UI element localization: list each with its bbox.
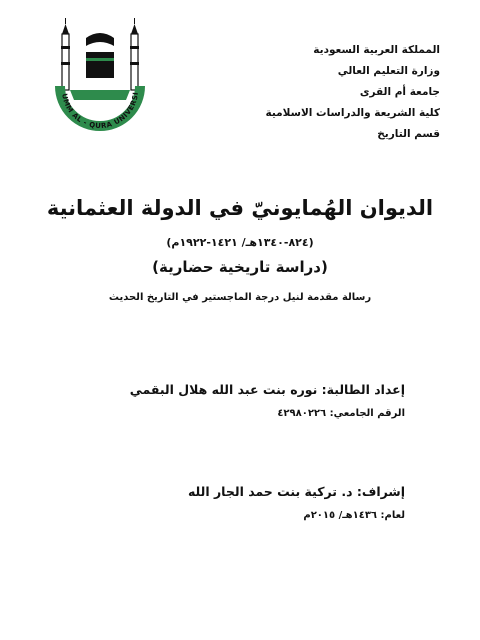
supervisor-name: إشراف: د. تركية بنت حمد الجار الله bbox=[187, 484, 405, 499]
thesis-date-range: (٨٢٤-١٣٤٠هـ/ ١٤٢١-١٩٢٢م) bbox=[166, 236, 314, 249]
kingdom-name: المملكة العربية السعودية bbox=[313, 44, 440, 56]
thesis-purpose: رسالة مقدمة لنيل درجة الماجستير في التاريخ الحديث bbox=[108, 292, 372, 303]
thesis-title: الديوان الهُمايونيّ في الدولة العثمانية bbox=[46, 196, 434, 220]
university-logo bbox=[52, 16, 148, 136]
student-id: الرقم الجامعي: ٤٢٩٨٠٢٢٦ bbox=[277, 408, 405, 419]
logo-text: UMM AL - QURA UNIVERSI bbox=[60, 91, 140, 131]
study-type: (دراسة تاريخية حضارية) bbox=[152, 258, 328, 276]
student-name: إعداد الطالبة: نوره بنت عبد الله هلال البقمي bbox=[129, 382, 405, 397]
university-name: جامعة أم القرى bbox=[359, 86, 440, 98]
umm-al-qura-logo-icon bbox=[52, 16, 148, 136]
ministry-name: وزارة التعليم العالي bbox=[337, 65, 440, 77]
institution-header bbox=[240, 40, 440, 145]
college-name: كلية الشريعة والدراسات الاسلامية bbox=[265, 107, 440, 119]
academic-year: لعام: ١٤٣٦هـ/ ٢٠١٥م bbox=[303, 510, 405, 521]
department-name: قسم التاريخ bbox=[377, 128, 440, 140]
